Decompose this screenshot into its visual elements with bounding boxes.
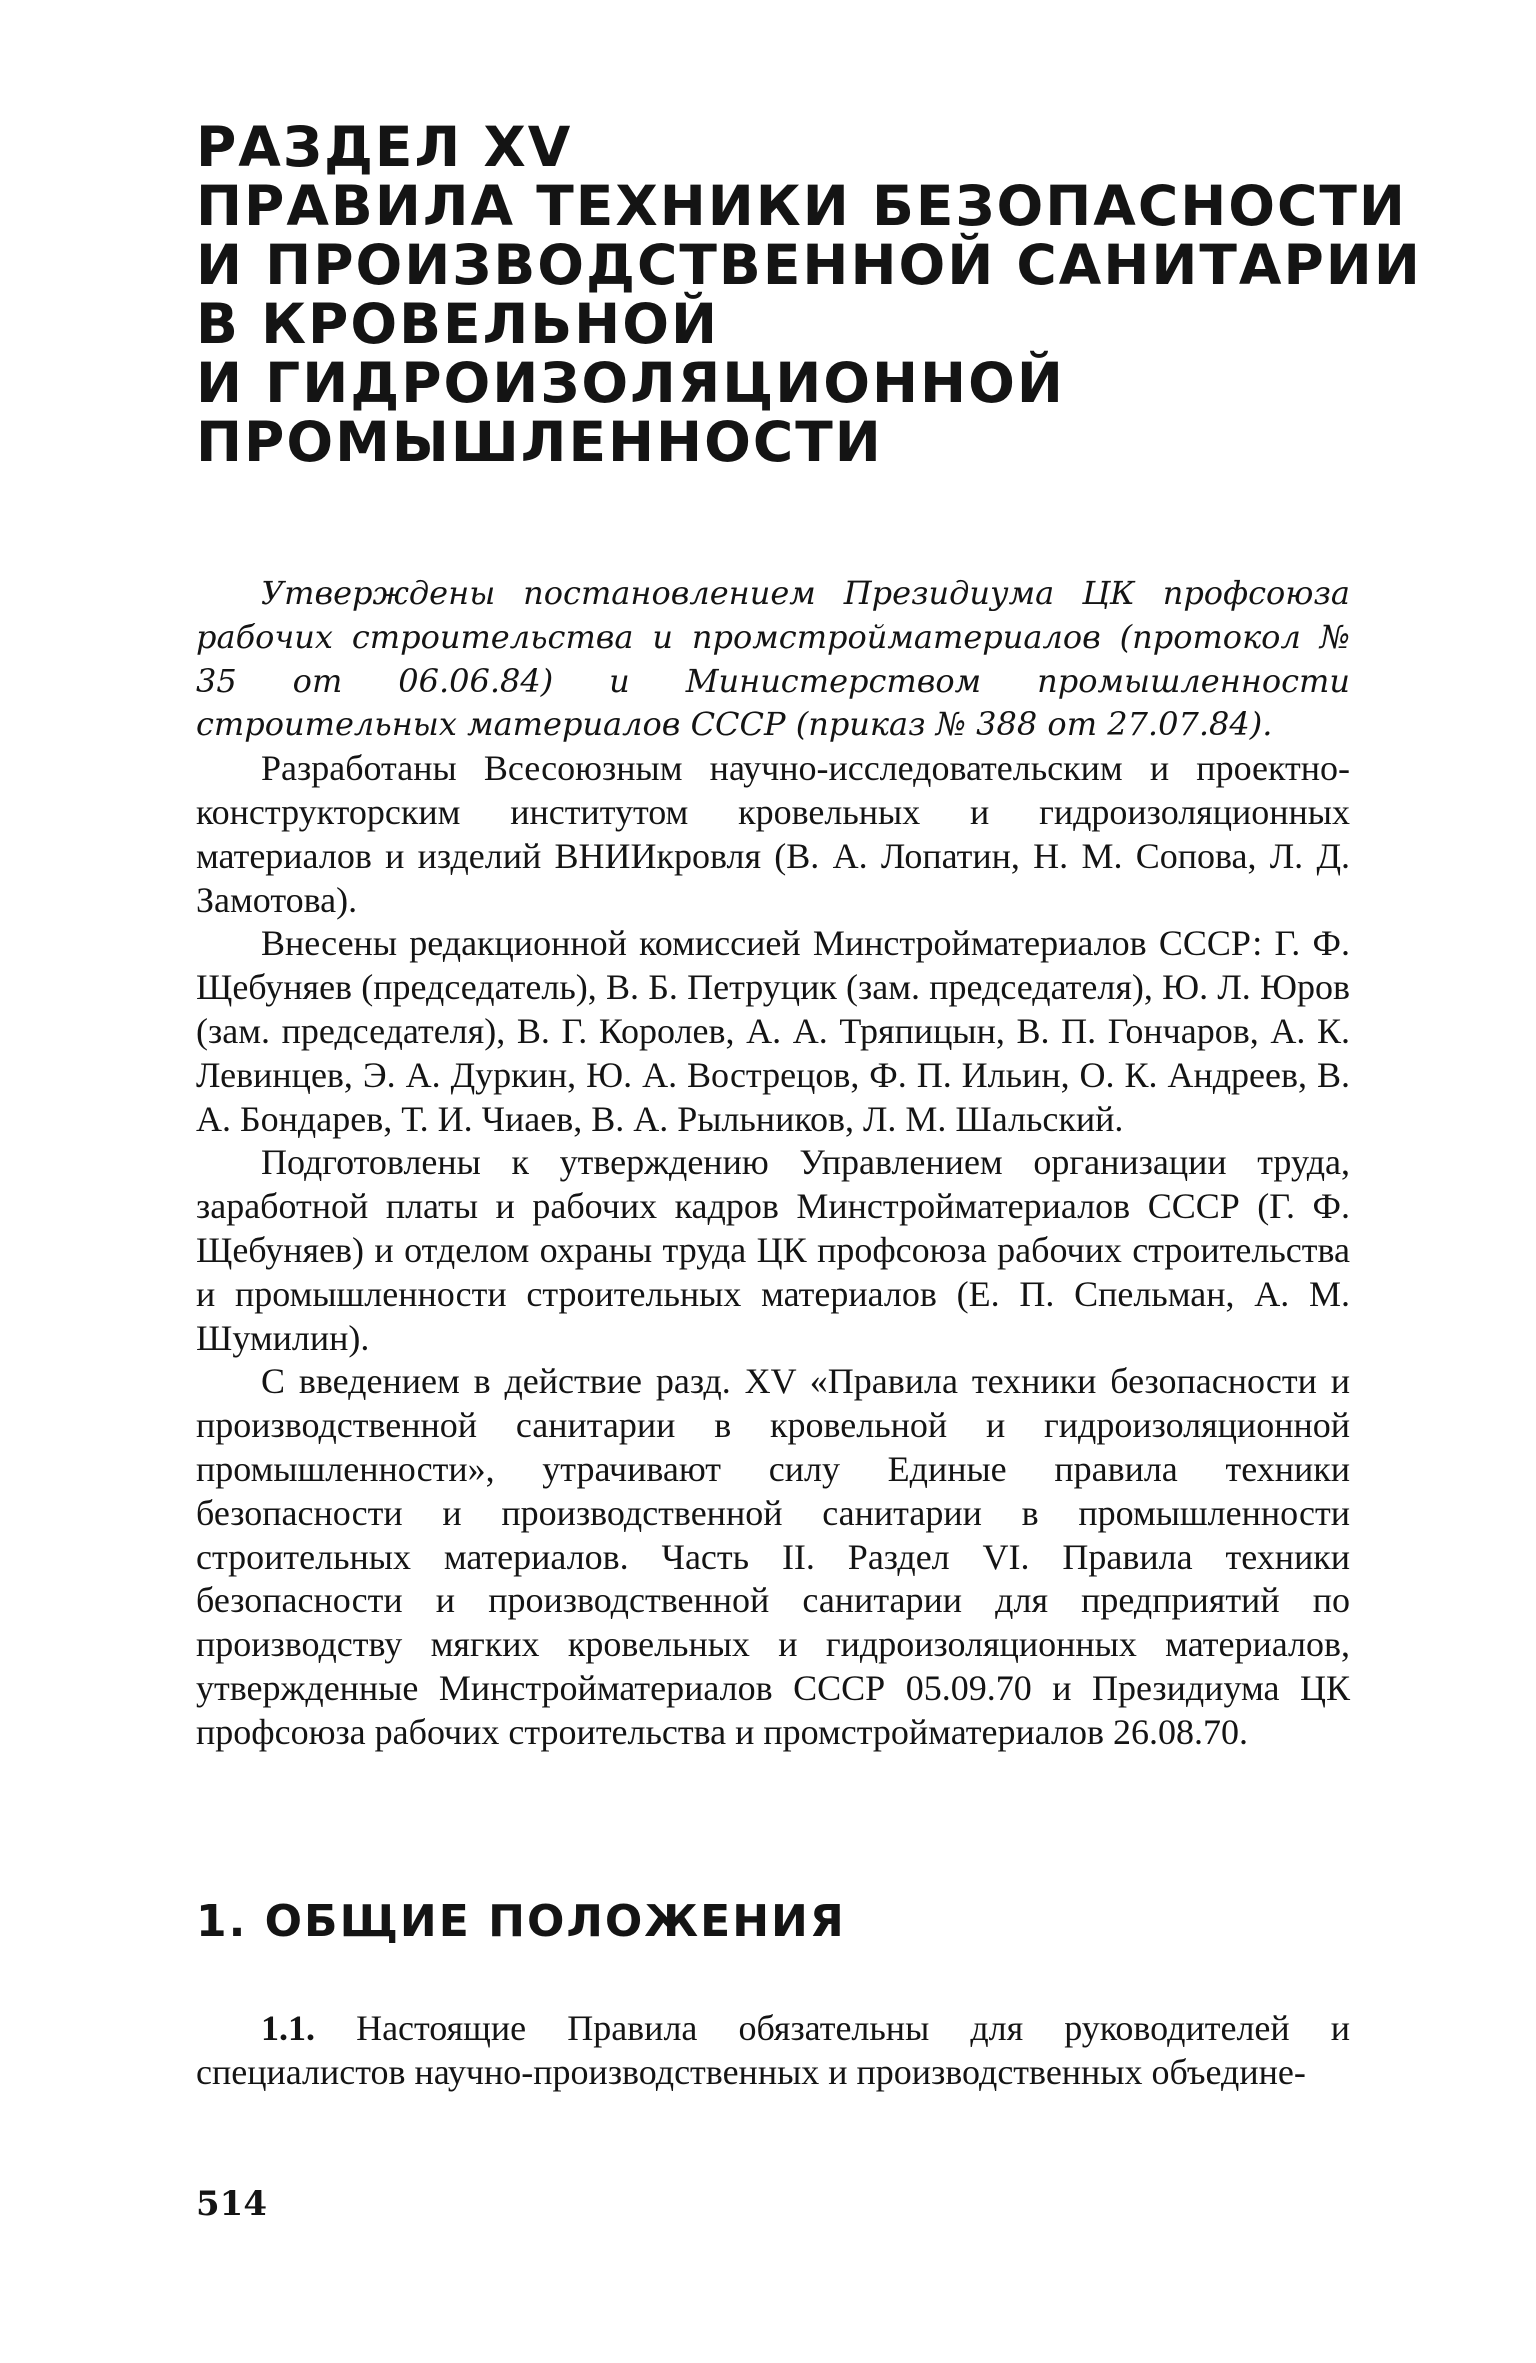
section-heading-line: В КРОВЕЛЬНОЙ xyxy=(196,292,720,356)
effective-paragraph: С введением в действие разд. XV «Правила техники безопасности и производственной санитарии в кровельной и гидроизоляционной промышленности», утрачивают силу Единые правила техники безопасности и производственной санитарии в промышленности строительных материалов. Часть II. Раздел VI. Правила техники безопасности и производственной санитарии для предприятий по производству мягких кровельных и гидроизоляционных материалов, утвержденные Минстройматериалов СССР 05.09.70 и Президиума ЦК профсоюза рабочих строительства и промстройматериалов 26.08.70. xyxy=(196,1361,1350,1752)
prepared-by-paragraph: Подготовлены к утверждению Управлением организации труда, заработной платы и рабочих кадров Минстройматериалов СССР (Г. Ф. Щебуняев) и отделом охраны труда ЦК профсоюза рабочих строительства и промышленности строительных материалов (Е. П. Спельман, А. М. Шумилин). xyxy=(196,1142,1350,1358)
clause-paragraph xyxy=(196,2006,1350,2094)
section-heading-line: ПРОМЫШЛЕННОСТИ xyxy=(196,410,883,474)
chapter-title: 1. ОБЩИЕ ПОЛОЖЕНИЯ xyxy=(196,1896,846,1947)
clause-text: Настоящие Правила обязательны для руководителей и специалистов научно-производственных и производственных объедине- xyxy=(196,2008,1350,2092)
editorial-commission-paragraph: Внесены редакционной комиссией Минстройматериалов СССР: Г. Ф. Щебуняев (председатель), В. Б. Петруцик (зам. председателя), Ю. Л. Юров (зам. председателя), В. Г. Королев, А. А. Тряпицын, В. П. Гончаров, А. К. Левинцев, Э. А. Дуркин, Ю. А. Вострецов, Ф. П. Ильин, О. К. Андреев, В. А. Бондарев, Т. И. Чиаев, В. А. Рыльников, Л. М. Шальский. xyxy=(196,923,1350,1139)
page-number: 514 xyxy=(196,2184,267,2224)
section-heading-line: И ПРОИЗВОДСТВЕННОЙ САНИТАРИИ xyxy=(196,233,1422,297)
section-heading-line: ПРАВИЛА ТЕХНИКИ БЕЗОПАСНОСТИ xyxy=(196,174,1407,238)
developers-paragraph: Разработаны Всесоюзным научно-исследовательским и проектно-конструкторским институтом кровельных и гидроизоляционных материалов и изделий ВНИИкровля (В. А. Лопатин, Н. М. Сопова, Л. Д. Замотова). xyxy=(196,748,1350,920)
section-heading-line: И ГИДРОИЗОЛЯЦИОННОЙ xyxy=(196,351,1065,415)
clause-number: 1.1. xyxy=(261,2008,315,2048)
section-heading xyxy=(196,115,1422,474)
preamble xyxy=(196,572,1350,1755)
approval-paragraph: Утверждены постановлением Президиума ЦК профсоюза рабочих строительства и промстройматериалов (протокол № 35 от 06.06.84) и Министерством промышленности строительных материалов СССР (приказ № 388 от 27.07.84). xyxy=(196,574,1350,744)
section-heading-line: РАЗДЕЛ XV xyxy=(196,115,573,179)
